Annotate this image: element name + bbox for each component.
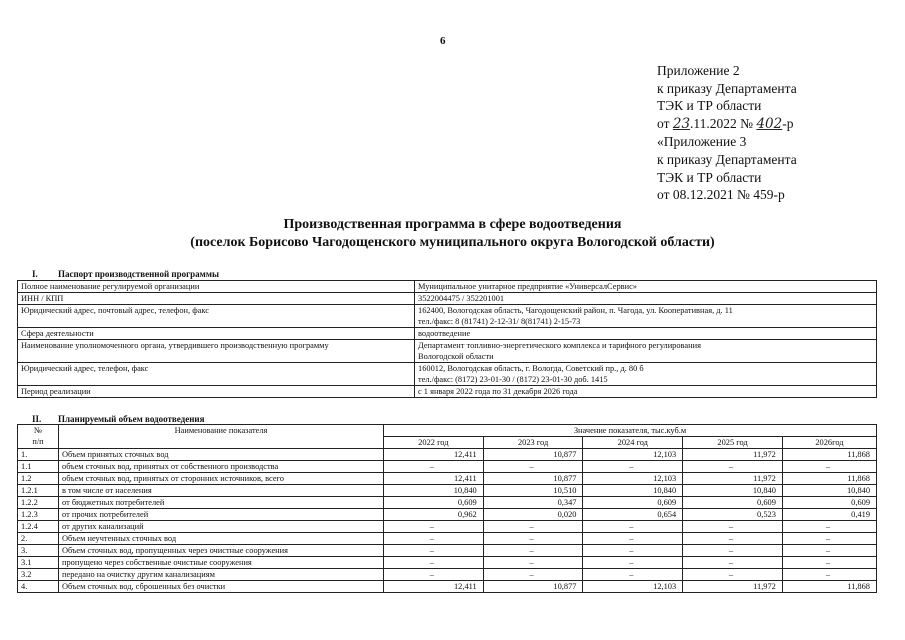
section-title: Паспорт производственной программы	[58, 269, 219, 279]
passport-label: Полное наименование регулируемой организации	[18, 281, 415, 293]
passport-row	[18, 328, 877, 340]
passport-value	[415, 328, 877, 340]
value-cell: 10,840	[583, 485, 683, 497]
table-row	[18, 485, 877, 497]
title-line-2: (поселок Борисово Чагодощенского муниципального округа Вологодской области)	[190, 235, 715, 250]
passport-value	[415, 293, 877, 305]
row-name: от бюджетных потребителей	[59, 497, 384, 509]
page-number: 6	[440, 35, 446, 47]
value-cell: 12,411	[384, 449, 484, 461]
section-number: I.	[32, 269, 38, 279]
value-cell: 11,868	[782, 581, 876, 593]
row-name: пропущено через собственные очистные сооружения	[59, 557, 384, 569]
table-row	[18, 533, 877, 545]
table-row	[18, 461, 877, 473]
value-cell: –	[583, 461, 683, 473]
table-row	[18, 473, 877, 485]
value-cell: 10,840	[782, 485, 876, 497]
handwritten-order-number: 402	[756, 115, 783, 132]
value-cell: 12,411	[384, 581, 484, 593]
passport-value-line: тел./факс: (8172) 23-01-30 / (8172) 23-01-30 доб. 1415	[418, 375, 608, 384]
row-name: Объем сточных вод, сброшенных без очистки	[59, 581, 384, 593]
passport-value-line: водоотведение	[418, 329, 471, 338]
row-number: 1.	[18, 449, 59, 461]
passport-label: Юридический адрес, телефон, факс	[18, 363, 415, 386]
value-cell: –	[683, 461, 783, 473]
row-number: 1.1	[18, 461, 59, 473]
header-cell	[18, 425, 59, 449]
passport-row	[18, 305, 877, 328]
value-cell: 11,972	[683, 449, 783, 461]
row-number: 1.2.4	[18, 521, 59, 533]
passport-row	[18, 363, 877, 386]
value-cell: –	[683, 521, 783, 533]
row-name: объем сточных вод, принятых от сторонних источников, всего	[59, 473, 384, 485]
value-cell: 11,972	[683, 473, 783, 485]
value-cell: 0,609	[583, 497, 683, 509]
row-number: 3.2	[18, 569, 59, 581]
value-cell: 11,868	[782, 449, 876, 461]
header-cell: Наименование показателя	[59, 425, 384, 449]
appendix-line: к приказу Департамента	[657, 151, 797, 167]
value-cell: –	[483, 557, 583, 569]
table-row	[18, 509, 877, 521]
passport-value-line: тел./факс: 8 (81741) 2-12-31/ 8(81741) 2-15-73	[418, 317, 581, 326]
table-row	[18, 557, 877, 569]
table-row	[18, 521, 877, 533]
value-cell: 12,411	[384, 473, 484, 485]
passport-label: Наименование уполномоченного органа, утвердившего производственную программу	[18, 340, 415, 363]
value-cell: –	[483, 533, 583, 545]
year-header: 2022 год	[384, 437, 484, 449]
value-cell: 11,972	[683, 581, 783, 593]
appendix-date-line	[657, 115, 797, 134]
appendix-line: от 08.12.2021 № 459-р	[657, 187, 785, 203]
passport-value-line: Муниципальное унитарное предприятие «УниверсалСервис»	[418, 282, 637, 291]
row-name: Объем неучтенных сточных вод	[59, 533, 384, 545]
value-cell: –	[782, 461, 876, 473]
value-cell: 0,020	[483, 509, 583, 521]
appendix-header	[657, 62, 797, 204]
handwritten-day: 23	[672, 115, 691, 132]
row-name: от прочих потребителей	[59, 509, 384, 521]
year-header: 2025 год	[683, 437, 783, 449]
passport-row	[18, 293, 877, 305]
appendix-line: к приказу Департамента	[657, 80, 797, 96]
appendix-line: ТЭК и ТР области	[657, 98, 762, 114]
value-cell: –	[782, 557, 876, 569]
passport-row	[18, 386, 877, 398]
passport-row	[18, 281, 877, 293]
value-cell: 0,654	[583, 509, 683, 521]
value-cell: 10,877	[483, 473, 583, 485]
year-header: 2023 год	[483, 437, 583, 449]
passport-value-line: 3522004475 / 352201001	[418, 294, 505, 303]
document-title	[0, 216, 905, 252]
passport-label: Юридический адрес, почтовый адрес, телефон, факс	[18, 305, 415, 328]
date-prefix: от	[657, 115, 670, 131]
header-cell: Значение показателя, тыс.куб.м	[384, 425, 877, 437]
passport-value	[415, 305, 877, 328]
title-line-1: Производственная программа в сфере водоотведения	[283, 217, 622, 232]
header-num: №	[34, 426, 42, 435]
section-1-heading	[32, 269, 219, 279]
appendix-line: «Приложение 3	[657, 134, 747, 150]
value-cell: 0,609	[683, 497, 783, 509]
value-cell: –	[483, 545, 583, 557]
value-cell: 0,523	[683, 509, 783, 521]
value-cell: 10,877	[483, 581, 583, 593]
value-cell: 0,609	[384, 497, 484, 509]
value-cell: 10,877	[483, 449, 583, 461]
row-name: передано на очистку другим канализациям	[59, 569, 384, 581]
value-cell: –	[384, 533, 484, 545]
table-row	[18, 569, 877, 581]
passport-label: ИНН / КПП	[18, 293, 415, 305]
value-cell: 12,103	[583, 473, 683, 485]
passport-value-line: Департамент топливно-энергетического комплекса и тарифного регулирования	[418, 341, 701, 350]
table-row	[18, 449, 877, 461]
row-number: 2.	[18, 533, 59, 545]
passport-row	[18, 340, 877, 363]
passport-value	[415, 386, 877, 398]
value-cell: –	[583, 557, 683, 569]
passport-label: Период реализации	[18, 386, 415, 398]
passport-value	[415, 281, 877, 293]
value-cell: –	[782, 521, 876, 533]
year-header: 2026год	[782, 437, 876, 449]
date-suffix: -р	[782, 115, 794, 131]
value-cell: 0,962	[384, 509, 484, 521]
table-row	[18, 581, 877, 593]
value-cell: –	[683, 545, 783, 557]
row-number: 1.2.3	[18, 509, 59, 521]
value-cell: –	[384, 557, 484, 569]
value-cell: 0,609	[782, 497, 876, 509]
value-cell: –	[583, 521, 683, 533]
row-name: от других канализаций	[59, 521, 384, 533]
passport-value	[415, 363, 877, 386]
value-cell: 0,347	[483, 497, 583, 509]
value-cell: –	[384, 521, 484, 533]
section-number: II.	[32, 414, 42, 424]
value-cell: –	[683, 557, 783, 569]
value-cell: 0,419	[782, 509, 876, 521]
value-cell: –	[583, 545, 683, 557]
value-cell: –	[384, 545, 484, 557]
passport-table	[17, 280, 877, 398]
year-header: 2024 год	[583, 437, 683, 449]
section-2-heading	[32, 414, 204, 424]
row-name: Объем принятых сточных вод	[59, 449, 384, 461]
value-cell: –	[483, 521, 583, 533]
value-cell: –	[583, 569, 683, 581]
row-number: 1.2.1	[18, 485, 59, 497]
value-cell: –	[782, 533, 876, 545]
section-title: Планируемый объем водоотведения	[58, 414, 205, 424]
value-cell: –	[683, 569, 783, 581]
value-cell: –	[384, 569, 484, 581]
appendix-line: Приложение 2	[657, 63, 740, 78]
row-name: Объем сточных вод, пропущенных через очистные сооружения	[59, 545, 384, 557]
passport-value	[415, 340, 877, 363]
value-cell: –	[583, 533, 683, 545]
date-rest: .11.2022 №	[690, 115, 754, 131]
volume-table	[17, 424, 877, 593]
value-cell: –	[483, 461, 583, 473]
value-cell: 11,868	[782, 473, 876, 485]
passport-value-line: с 1 января 2022 года по 31 декабря 2026 года	[418, 387, 578, 396]
row-number: 4.	[18, 581, 59, 593]
passport-value-line: 160012, Вологодская область, г. Вологда, Советский пр., д. 80 б	[418, 364, 644, 373]
row-number: 3.1	[18, 557, 59, 569]
value-cell: 10,840	[683, 485, 783, 497]
appendix-line: ТЭК и ТР области	[657, 169, 762, 185]
passport-value-line: Вологодской области	[418, 352, 494, 361]
value-cell: –	[483, 569, 583, 581]
value-cell: 10,840	[384, 485, 484, 497]
header-row	[18, 425, 877, 437]
row-number: 1.2.2	[18, 497, 59, 509]
value-cell: 12,103	[583, 581, 683, 593]
table-row	[18, 497, 877, 509]
row-name: объем сточных вод, принятых от собственного производства	[59, 461, 384, 473]
header-num-2: п/п	[32, 437, 44, 446]
value-cell: 10,510	[483, 485, 583, 497]
row-number: 3.	[18, 545, 59, 557]
row-number: 1.2	[18, 473, 59, 485]
passport-label: Сфера деятельности	[18, 328, 415, 340]
value-cell: –	[782, 545, 876, 557]
value-cell: –	[782, 569, 876, 581]
value-cell: –	[384, 461, 484, 473]
row-name: в том числе от населения	[59, 485, 384, 497]
value-cell: 12,103	[583, 449, 683, 461]
value-cell: –	[683, 533, 783, 545]
table-row	[18, 545, 877, 557]
passport-value-line: 162400, Вологодская область, Чагодощенский район, п. Чагода, ул. Кооперативная, д. 11	[418, 306, 733, 315]
